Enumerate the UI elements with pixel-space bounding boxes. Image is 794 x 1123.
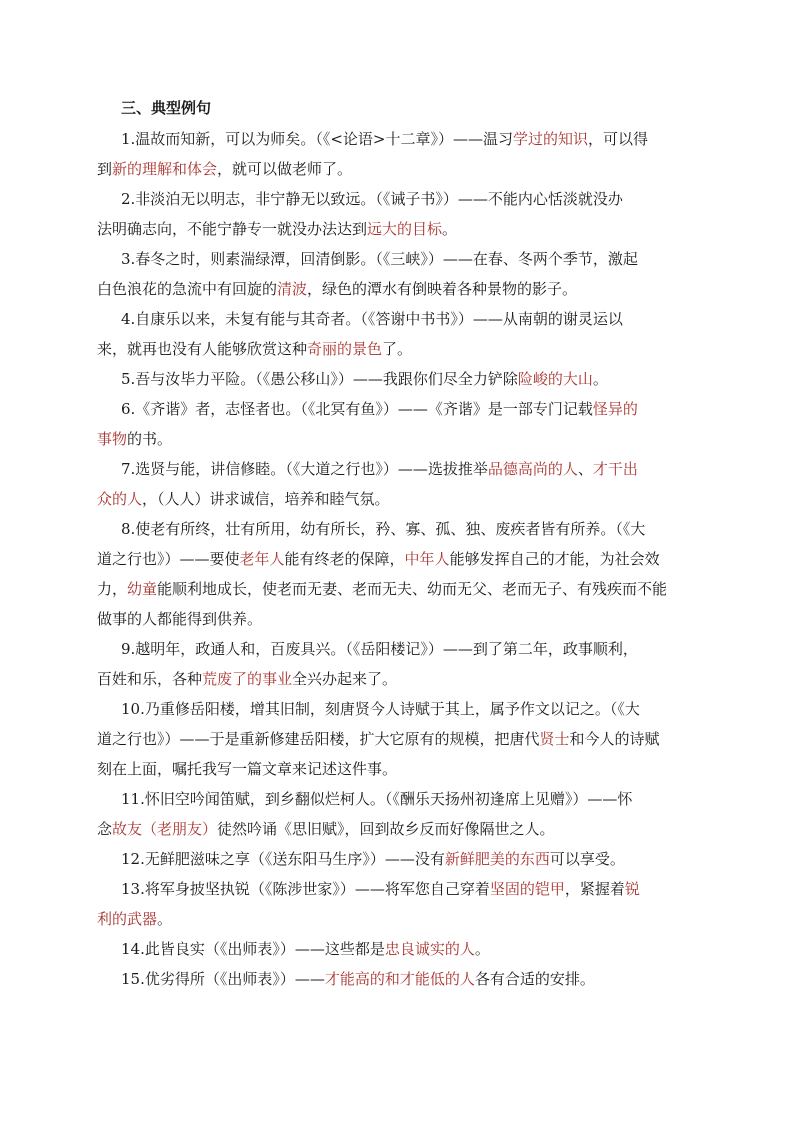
text-line: [97, 424, 697, 454]
highlighted-phrase: 品德高尚的人: [487, 460, 578, 478]
text-segment: 和今人的诗赋: [569, 730, 660, 748]
text-segment: 4.自康乐以来，未复有能与其奇者。（《答谢中书书》）——从南朝的谢灵运以: [121, 310, 623, 328]
text-segment: 1.温故而知新，可以为师矣。（《<论语>十二章》）——温习: [121, 130, 513, 148]
text-line: [97, 544, 697, 574]
text-segment: 。: [592, 370, 608, 388]
example-sentence-3: [97, 244, 697, 304]
text-segment: 、: [577, 460, 593, 478]
text-segment: 道之行也》）——于是重新修建岳阳楼，扩大它原有的规模，把唐代: [97, 730, 540, 748]
text-line: [97, 304, 697, 334]
highlighted-phrase: 幼童: [127, 580, 158, 598]
text-line: [97, 244, 697, 274]
highlighted-phrase: 学过的知识: [512, 130, 588, 148]
text-segment: 法明确志向，不能宁静专一就没办法达到: [97, 220, 368, 238]
text-segment: 徒然吟诵《思旧赋》，回到故乡反而好像隔世之人。: [217, 820, 555, 838]
highlighted-phrase: 众的人: [97, 490, 143, 508]
text-line: [97, 784, 697, 814]
text-line: [97, 214, 697, 244]
text-line: [97, 364, 697, 394]
text-line: [97, 334, 697, 364]
text-line: [97, 724, 697, 754]
text-line: [97, 604, 697, 634]
text-segment: 7.选贤与能，讲信修睦。（《大道之行也》）——选拔推举: [121, 460, 488, 478]
text-line: [97, 694, 697, 724]
text-segment: 全兴办起来了。: [292, 670, 398, 688]
highlighted-phrase: 老年人: [239, 550, 285, 568]
text-segment: 11.怀旧空吟闻笛赋，到乡翻似烂柯人。（《酬乐天扬州初逢席上见赠》）——怀: [121, 790, 633, 808]
example-sentence-10: [97, 694, 697, 784]
highlighted-phrase: 中年人: [404, 550, 450, 568]
text-segment: 10.乃重修岳阳楼，增其旧制，刻唐贤今人诗赋于其上，属予作文以记之。（《大: [121, 700, 640, 718]
text-segment: 能够发挥自己的才能，为社会效: [449, 550, 660, 568]
highlighted-phrase: 坚固的铠甲: [489, 880, 565, 898]
text-segment: 6.《齐谐》者，志怪者也。（《北冥有鱼》）——《齐谐》是一部专门记载: [121, 400, 593, 418]
text-segment: 力，: [97, 580, 128, 598]
highlighted-phrase: 才能高的和才能低的人: [324, 970, 475, 988]
text-segment: 。: [474, 940, 490, 958]
example-sentence-4: [97, 304, 697, 364]
text-segment: 百姓和乐，各种: [97, 670, 203, 688]
example-sentence-12: [97, 844, 697, 874]
example-sentence-5: [97, 364, 697, 394]
text-line: [97, 274, 697, 304]
text-line: [97, 514, 697, 544]
highlighted-phrase: 故友（老朋友）: [112, 820, 218, 838]
text-line: [97, 934, 697, 964]
example-sentence-7: [97, 454, 697, 514]
example-sentence-list: [97, 124, 697, 994]
text-segment: 13.将军身披坚执锐（《陈涉世家》）——将军您自己穿着: [121, 880, 490, 898]
example-sentence-1: [97, 124, 697, 184]
highlighted-phrase: 贤士: [539, 730, 570, 748]
text-line: [97, 844, 697, 874]
text-segment: 3.春冬之时，则素湍绿潭，回清倒影。（《三峡》）——在春、冬两个季节，激起: [121, 250, 638, 268]
example-sentence-6: [97, 394, 697, 454]
text-segment: 各有合适的安排。: [474, 970, 595, 988]
highlighted-phrase: 新的理解和体会: [112, 160, 218, 178]
text-segment: 可以享受。: [549, 850, 625, 868]
text-line: [97, 454, 697, 484]
text-line: [97, 634, 697, 664]
text-segment: ，绿色的潭水有倒映着各种景物的影子。: [307, 280, 578, 298]
text-segment: 。: [157, 910, 173, 928]
text-segment: ，紧握着: [564, 880, 625, 898]
text-segment: 念: [97, 820, 113, 838]
text-line: [97, 394, 697, 424]
highlighted-phrase: 利的武器: [97, 910, 158, 928]
text-segment: ，就可以做老师了。: [217, 160, 353, 178]
text-segment: 了。: [382, 340, 413, 358]
text-segment: 的书。: [127, 430, 173, 448]
text-segment: 来，就再也没有人能够欣赏这种: [97, 340, 308, 358]
text-segment: 刻在上面，嘱托我写一篇文章来记述这件事。: [97, 760, 398, 778]
text-line: [97, 574, 697, 604]
text-segment: 做事的人都能得到供养。: [97, 610, 263, 628]
highlighted-phrase: 怪异的: [592, 400, 638, 418]
text-line: [97, 964, 697, 994]
text-line: [97, 484, 697, 514]
text-line: [97, 814, 697, 844]
text-segment: ，可以得: [587, 130, 648, 148]
text-segment: 9.越明年，政通人和，百废具兴。（《岳阳楼记》）——到了第二年，政事顺利，: [121, 640, 638, 658]
text-line: [97, 874, 697, 904]
highlighted-phrase: 奇丽的景色: [307, 340, 383, 358]
example-sentence-11: [97, 784, 697, 844]
text-segment: 14.此皆良实（《出师表》）——这些都是: [121, 940, 385, 958]
text-line: [97, 754, 697, 784]
text-line: [97, 904, 697, 934]
highlighted-phrase: 清波: [277, 280, 308, 298]
text-segment: 5.吾与汝毕力平险。（《愚公移山》）——我跟你们尽全力铲除: [121, 370, 518, 388]
highlighted-phrase: 远大的目标: [367, 220, 443, 238]
text-line: [97, 184, 697, 214]
text-segment: 8.使老有所终，壮有所用，幼有所长，矜、寡、孤、独、废疾者皆有所养。（《大: [121, 520, 646, 538]
highlighted-phrase: 忠良诚实的人: [384, 940, 475, 958]
text-segment: 12.无鲜肥滋味之享（《送东阳马生序》）——没有: [121, 850, 445, 868]
highlighted-phrase: 险峻的大山: [517, 370, 593, 388]
highlighted-phrase: 锐: [624, 880, 640, 898]
highlighted-phrase: 新鲜肥美的东西: [444, 850, 550, 868]
highlighted-phrase: 事物: [97, 430, 128, 448]
example-sentence-15: [97, 964, 697, 994]
text-segment: 。: [442, 220, 458, 238]
text-segment: 能有终老的保障，: [284, 550, 405, 568]
highlighted-phrase: 荒废了的事业: [202, 670, 293, 688]
example-sentence-8: [97, 514, 697, 634]
example-sentence-2: [97, 184, 697, 244]
example-sentence-9: [97, 634, 697, 694]
example-sentence-13: [97, 874, 697, 934]
section-heading: 三、典型例句: [121, 99, 212, 117]
text-segment: 道之行也》）——要使: [97, 550, 240, 568]
text-segment: 15.优劣得所（《出师表》）——: [121, 970, 325, 988]
text-segment: 白色浪花的急流中有回旋的: [97, 280, 278, 298]
text-line: [97, 664, 697, 694]
text-line: [97, 124, 697, 154]
text-segment: 能顺利地成长，使老而无妻、老而无夫、幼而无父、老而无子、有残疾而不能: [157, 580, 668, 598]
document-page: [97, 96, 697, 994]
text-segment: 到: [97, 160, 113, 178]
text-segment: ，（人人）讲求诚信，培养和睦气氛。: [142, 490, 390, 508]
text-line: [97, 154, 697, 184]
highlighted-phrase: 才干出: [592, 460, 638, 478]
example-sentence-14: [97, 934, 697, 964]
text-segment: 2.非淡泊无以明志，非宁静无以致远。（《诫子书》）——不能内心恬淡就没办: [121, 190, 623, 208]
